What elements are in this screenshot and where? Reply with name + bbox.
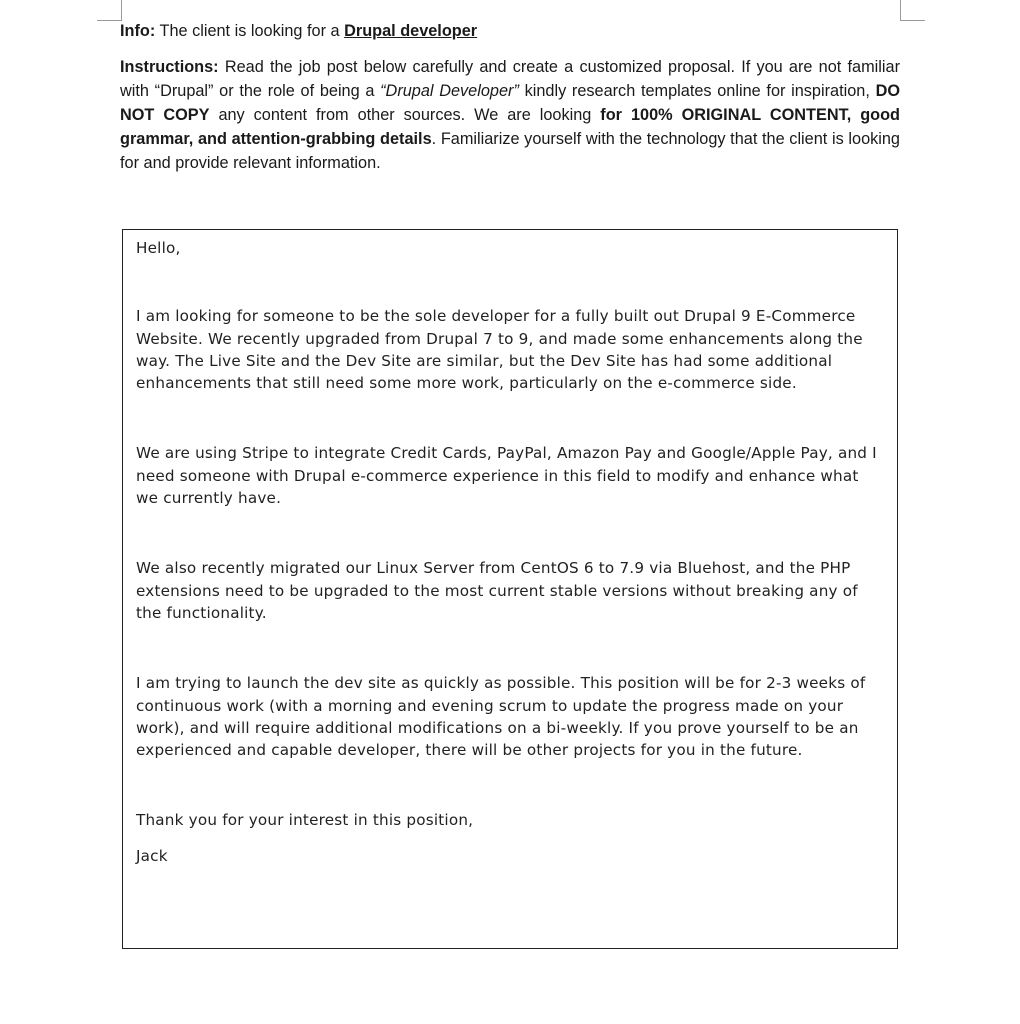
instructions-paragraph	[120, 55, 900, 175]
job-post-box	[122, 229, 898, 949]
letter-paragraph: We are using Stripe to integrate Credit Cards, PayPal, Amazon Pay and Google/Apple Pay, and I need someone with Drupal e-commerce experience in this field to modify and enhance what we currently have.	[136, 444, 877, 508]
instructions-label: Instructions:	[120, 58, 219, 76]
instructions-part2: kindly research templates online for inspiration,	[518, 82, 876, 100]
letter-closing: Thank you for your interest in this position,	[136, 811, 474, 830]
letter-greeting: Hello,	[136, 239, 181, 257]
instructions-part1: Read the job post below carefully and create a customized proposal. If you are not familiar with “Drupal” or the role of being a	[120, 58, 900, 100]
page-corner-mark-right	[900, 0, 925, 21]
instructions-emphasis: for 100% ORIGINAL CONTENT, good grammar, and attention-grabbing details	[120, 106, 900, 148]
letter-paragraph: We also recently migrated our Linux Server from CentOS 6 to 7.9 via Bluehost, and the PHP extensions need to be upgraded to the most current stable versions without breaking any of the functionality.	[136, 559, 858, 622]
instructions-do-not-copy: DO NOT COPY	[120, 82, 900, 124]
instructions-part3: any content from other sources. We are looking	[209, 106, 601, 124]
letter-paragraph: I am looking for someone to be the sole developer for a fully built out Drupal 9 E-Commerce Website. We recently upgraded from Drupal 7 to 9, and made some enhancements along the way. The Live Site and the Dev Site are similar, but the Dev Site has had some additional enhancements that still need some more work, particularly on the e-commerce side.	[136, 307, 863, 393]
info-line	[120, 19, 900, 43]
info-text: The client is looking for a	[155, 22, 345, 40]
instructions-role-italic: “Drupal Developer”	[380, 82, 519, 100]
page-corner-mark-left	[97, 0, 122, 21]
instructions-part4: . Familiarize yourself with the technology that the client is looking for and provide relevant information.	[120, 130, 900, 172]
assignment-header	[120, 19, 900, 175]
letter-paragraph: I am trying to launch the dev site as quickly as possible. This position will be for 2-3 weeks of continuous work (with a morning and evening scrum to update the progress made on your work), and will require additional modifications on a bi-weekly. If you prove yourself to be an experienced and capable developer, there will be other projects for you in the future.	[136, 674, 866, 760]
info-role: Drupal developer	[344, 22, 478, 40]
letter-signature: Jack	[136, 846, 168, 865]
info-label: Info:	[120, 22, 156, 40]
